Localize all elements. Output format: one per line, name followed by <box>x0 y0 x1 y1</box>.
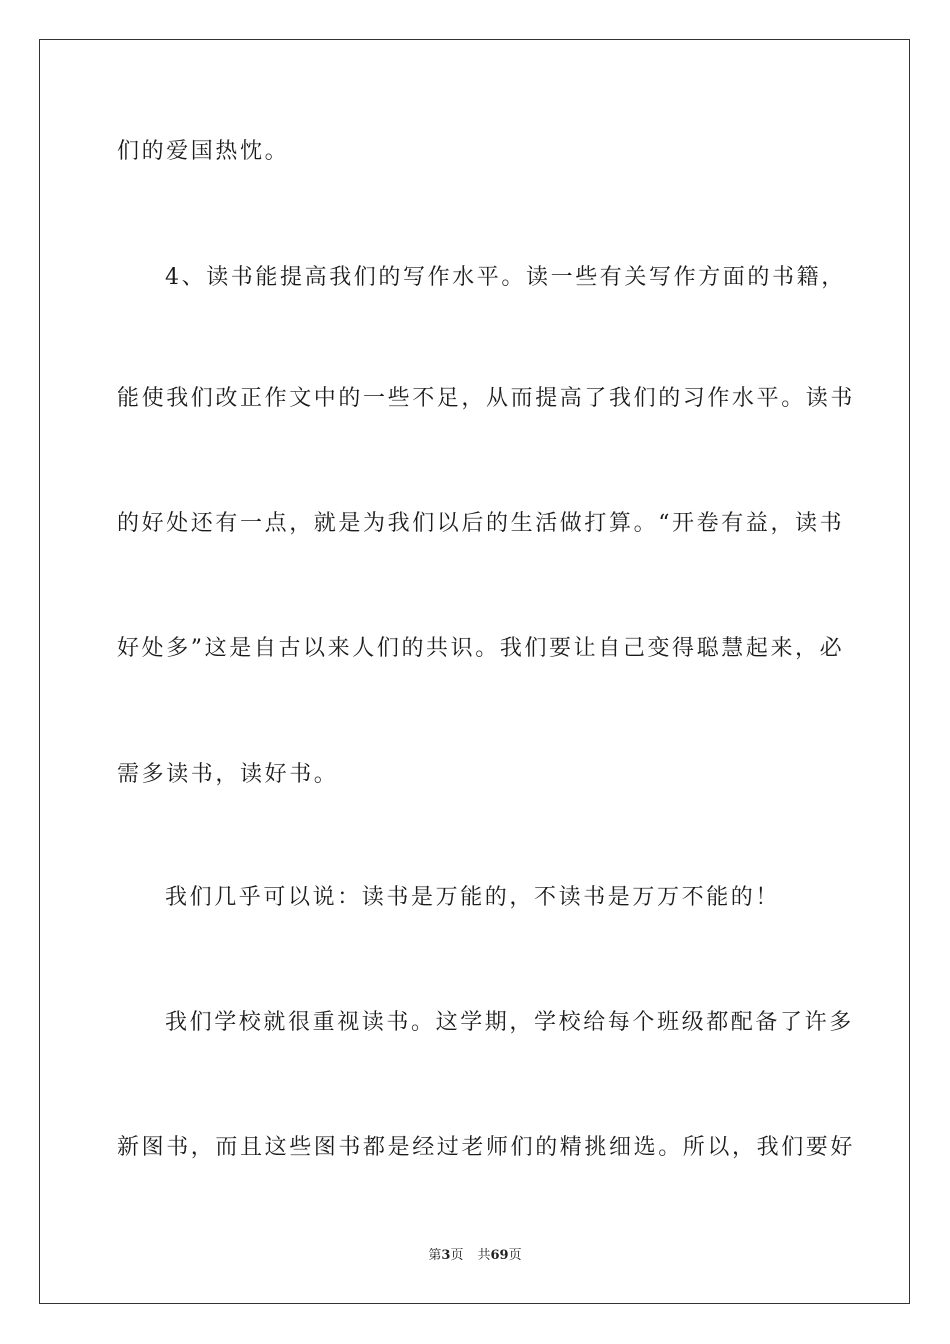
body-line-6: 需多读书，读好书。 <box>117 762 339 787</box>
page-border <box>39 39 910 1304</box>
body-line-7: 我们几乎可以说：读书是万能的，不读书是万万不能的！ <box>165 885 781 910</box>
body-line-2: 4、读书能提高我们的写作水平。读一些有关写作方面的书籍， <box>165 265 846 290</box>
footer-page-number: 3 <box>441 1248 451 1263</box>
body-line-3: 能使我们改正作文中的一些不足，从而提高了我们的习作水平。读书 <box>117 386 856 411</box>
body-line-4: 的好处还有一点，就是为我们以后的生活做打算。“开卷有益，读书 <box>117 511 845 536</box>
footer-page-suffix: 页 <box>450 1248 464 1263</box>
body-line-8: 我们学校就很重视读书。这学期，学校给每个班级都配备了许多 <box>165 1010 854 1035</box>
body-line-1: 们的爱国热忱。 <box>117 139 290 164</box>
footer-total-suffix: 页 <box>508 1248 522 1263</box>
body-line-9: 新图书，而且这些图书都是经过老师们的精挑细选。所以，我们要好 <box>117 1135 856 1160</box>
body-line-5: 好处多”这是自古以来人们的共识。我们要让自己变得聪慧起来，必 <box>117 636 845 661</box>
footer-page-prefix: 第 <box>428 1248 442 1263</box>
footer-total-prefix: 共 <box>477 1248 491 1263</box>
page-footer <box>0 1247 950 1265</box>
footer-total-pages: 69 <box>490 1248 509 1263</box>
